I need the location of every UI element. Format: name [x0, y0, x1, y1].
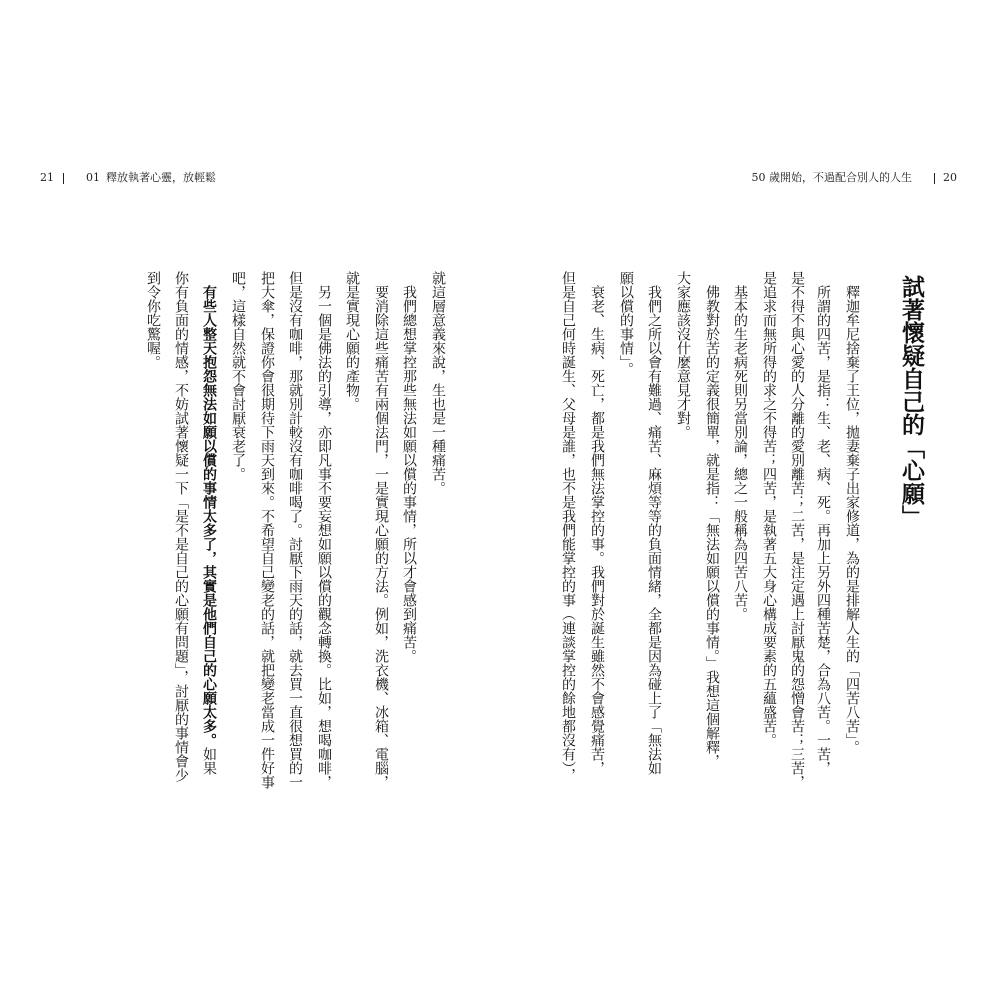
left-page-number: 21: [40, 171, 54, 184]
text-column: 但是沒有咖啡，那就別計較沒有咖啡喝了。討厭下雨天的話，就去買一直很想買的一: [287, 271, 303, 789]
text-column: 所謂的四苦，是指：生、老、病、死。再加上另外四種苦楚，合為八苦。一苦，: [815, 285, 831, 775]
text-column: 但是自己何時誕生、父母是誰，也不是我們能掌控的事（連談掌控的餘地都沒有），: [560, 271, 576, 782]
text-column: 願以償的事情」。: [618, 271, 634, 376]
text-column: 就是實現心願的產物。: [344, 271, 360, 411]
emphasis-text: 有些人整天抱怨無法如願以償的事情太多了，其實是他們自己的心願太多。: [201, 285, 217, 747]
chapter-number: 01: [86, 171, 100, 184]
text-column: 你有負面的情感，不妨試著懷疑一下「是不是自己的心願有問題」，討厭的事情會少: [173, 271, 189, 782]
text-column: 是追求而無所得的求之不得苦；四苦，是執著五大身心構成要素的五蘊盛苦。: [761, 271, 777, 747]
chapter-title: 釋放執著心靈，放輕鬆: [106, 171, 216, 184]
text-column: 我們總想掌控那些無法如願以償的事情，所以才會感到痛苦。: [401, 285, 417, 663]
text-segment: 如果: [201, 747, 217, 775]
header-divider: [63, 173, 64, 184]
text-column: 基本的生老病死則另當別論，總之一般稱為四苦八苦。: [732, 285, 748, 621]
emphasis-column: [202, 271, 216, 775]
text-column: 大家應該沒什麼意見才對。: [675, 271, 691, 439]
text-column: 佛教對於苦的定義很簡單，就是指：「無法如願以償的事情。」我想這個解釋，: [704, 285, 720, 768]
section-title: 試著懷疑自己的「心願」: [898, 275, 925, 528]
text-column: 要消除這些痛苦有兩個法門，一是實現心願的方法。例如，洗衣機、冰箱、電腦，: [373, 285, 389, 789]
left-running-head: [40, 172, 216, 184]
text-column: 釋迦牟尼捨棄了王位，拋妻棄子出家修道，為的是排解人生的「四苦八苦」。: [844, 285, 860, 754]
text-column: 另一個是佛法的引導，亦即凡事不要妄想如願以償的觀念轉換。比如，想喝咖啡，: [316, 285, 332, 789]
right-running-head: [752, 172, 958, 184]
book-title: 50 歲開始，不過配合別人的人生: [751, 171, 912, 184]
text-column: 是不得不與心愛的人分離的愛別離苦；二苦，是注定遇上討厭鬼的怨憎會苦；三苦，: [789, 271, 805, 789]
text-column: 我們之所以會有難過、痛苦、麻煩等等的負面情緒，全都是因為碰上了「無法如: [646, 285, 662, 775]
text-column: 把大傘，保證你會很期待下雨天到來。不希望自己變老的話，就把變老當成一件好事: [259, 271, 275, 789]
text-column: 衰老、生病、死亡，都是我們無法掌控的事。我們對於誕生雖然不會感覺痛苦，: [589, 285, 605, 775]
text-column: 就這層意義來說，生也是一種痛苦。: [430, 271, 446, 495]
text-column: 吧，這樣自然就不會討厭衰老了。: [230, 271, 246, 481]
text-column: 到令你吃驚喔。: [145, 271, 161, 369]
right-page-number: 20: [943, 171, 957, 184]
header-divider: [934, 173, 935, 184]
